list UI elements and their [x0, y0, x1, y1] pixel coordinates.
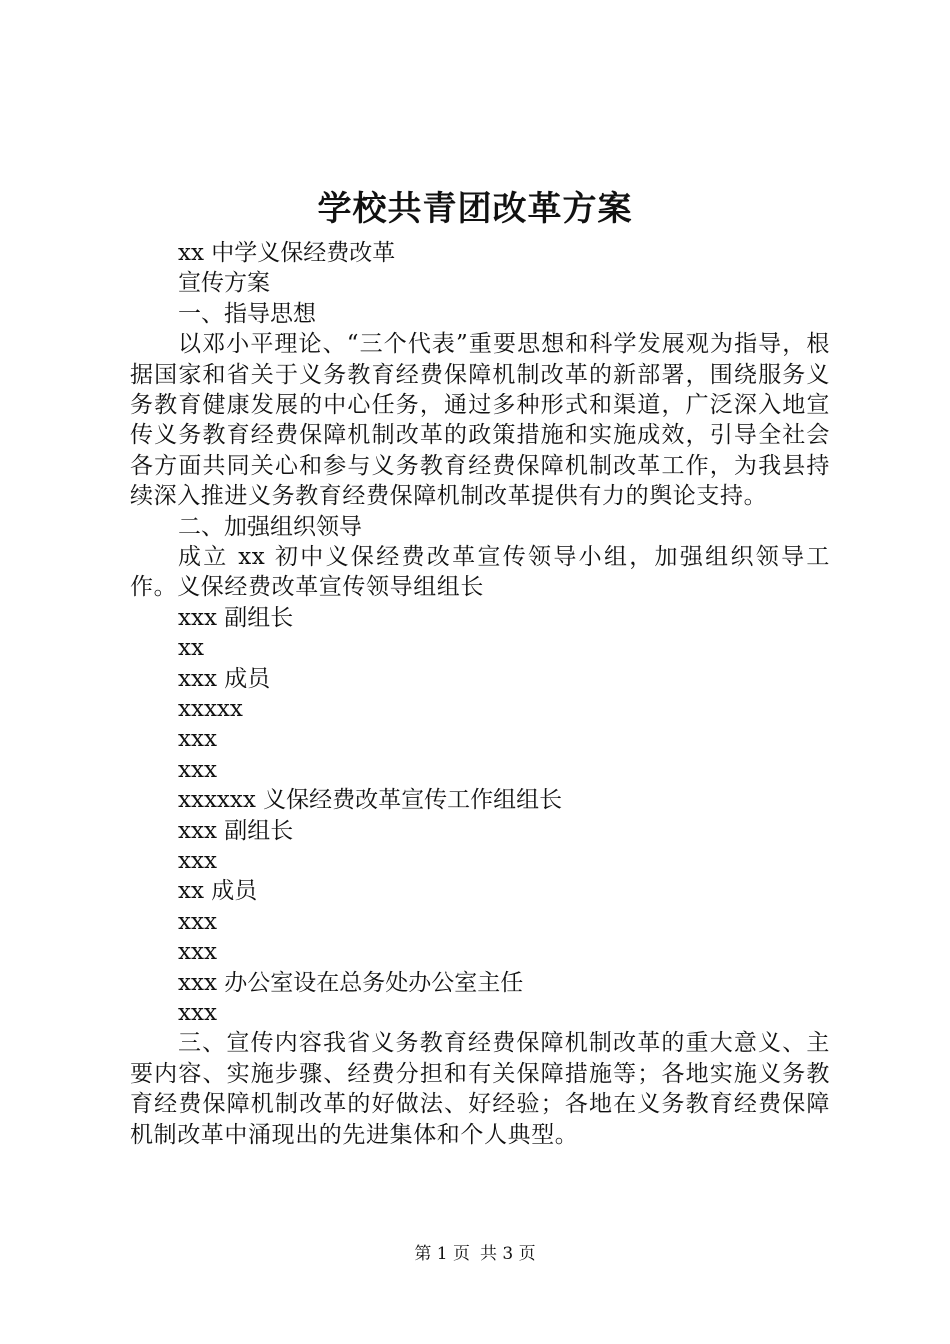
roster-line: xxx [178, 756, 217, 783]
roster-line: xxxxxx 义保经费改革宣传工作组组长 [178, 787, 563, 814]
subtitle-line: xx 中学义保经费改革 [178, 240, 396, 266]
roster-line: xxx [178, 726, 217, 753]
document-title: 学校共青团改革方案 [317, 189, 633, 229]
roster-line: xxx 成员 [178, 665, 271, 692]
roster-line: xxx 副组长 [178, 604, 294, 631]
section-heading: 二、加强组织领导 [178, 513, 362, 540]
roster-line: xxx 副组长 [178, 817, 294, 844]
paragraph-guiding-thought: 以邓小平理论、“三个代表”重要思想和科学发展观为指导，根据国家和省关于义务教育经费保障机制改革的新部署，围绕服务义务教育健康发展的中心任务，通过多种形式和渠道，广泛深入地宣传义务教育经费保障机制改革的政策措施和实施成效，引导全社会各方面共同关心和参与义务教育经费保障机制改革工作，为我县持续深入推进义务教育经费保障机制改革提供有力的舆论支持。 [130, 331, 830, 510]
page-total: 共 3 页 [480, 1244, 536, 1264]
roster-line: xxx [178, 847, 217, 874]
section-heading: 一、指导思想 [178, 300, 316, 327]
roster-line: xxx [178, 939, 217, 966]
roster-line: xxx 办公室设在总务处办公室主任 [178, 969, 524, 996]
roster-line: xxx [178, 999, 217, 1026]
roster-line: xxx [178, 908, 217, 935]
roster-line: xx [178, 635, 204, 662]
subtitle-line: 宣传方案 [178, 270, 270, 297]
paragraph-organization: 成立 xx 初中义保经费改革宣传领导小组，加强组织领导工作。义保经费改革宣传领导组组长 [130, 544, 830, 601]
roster-line: xxxxx [178, 695, 243, 722]
roster-line: xx 成员 [178, 878, 258, 905]
page-footer [0, 1240, 950, 1268]
document-body [130, 238, 830, 1150]
paragraph-publicity-content: 三、宣传内容我省义务教育经费保障机制改革的重大意义、主要内容、实施步骤、经费分担和有关保障措施等；各地实施义务教育经费保障机制改革的好做法、好经验；各地在义务教育经费保障机制改革中涌现出的先进集体和个人典型。 [130, 1030, 830, 1148]
page-number: 第 1 页 [414, 1244, 470, 1264]
